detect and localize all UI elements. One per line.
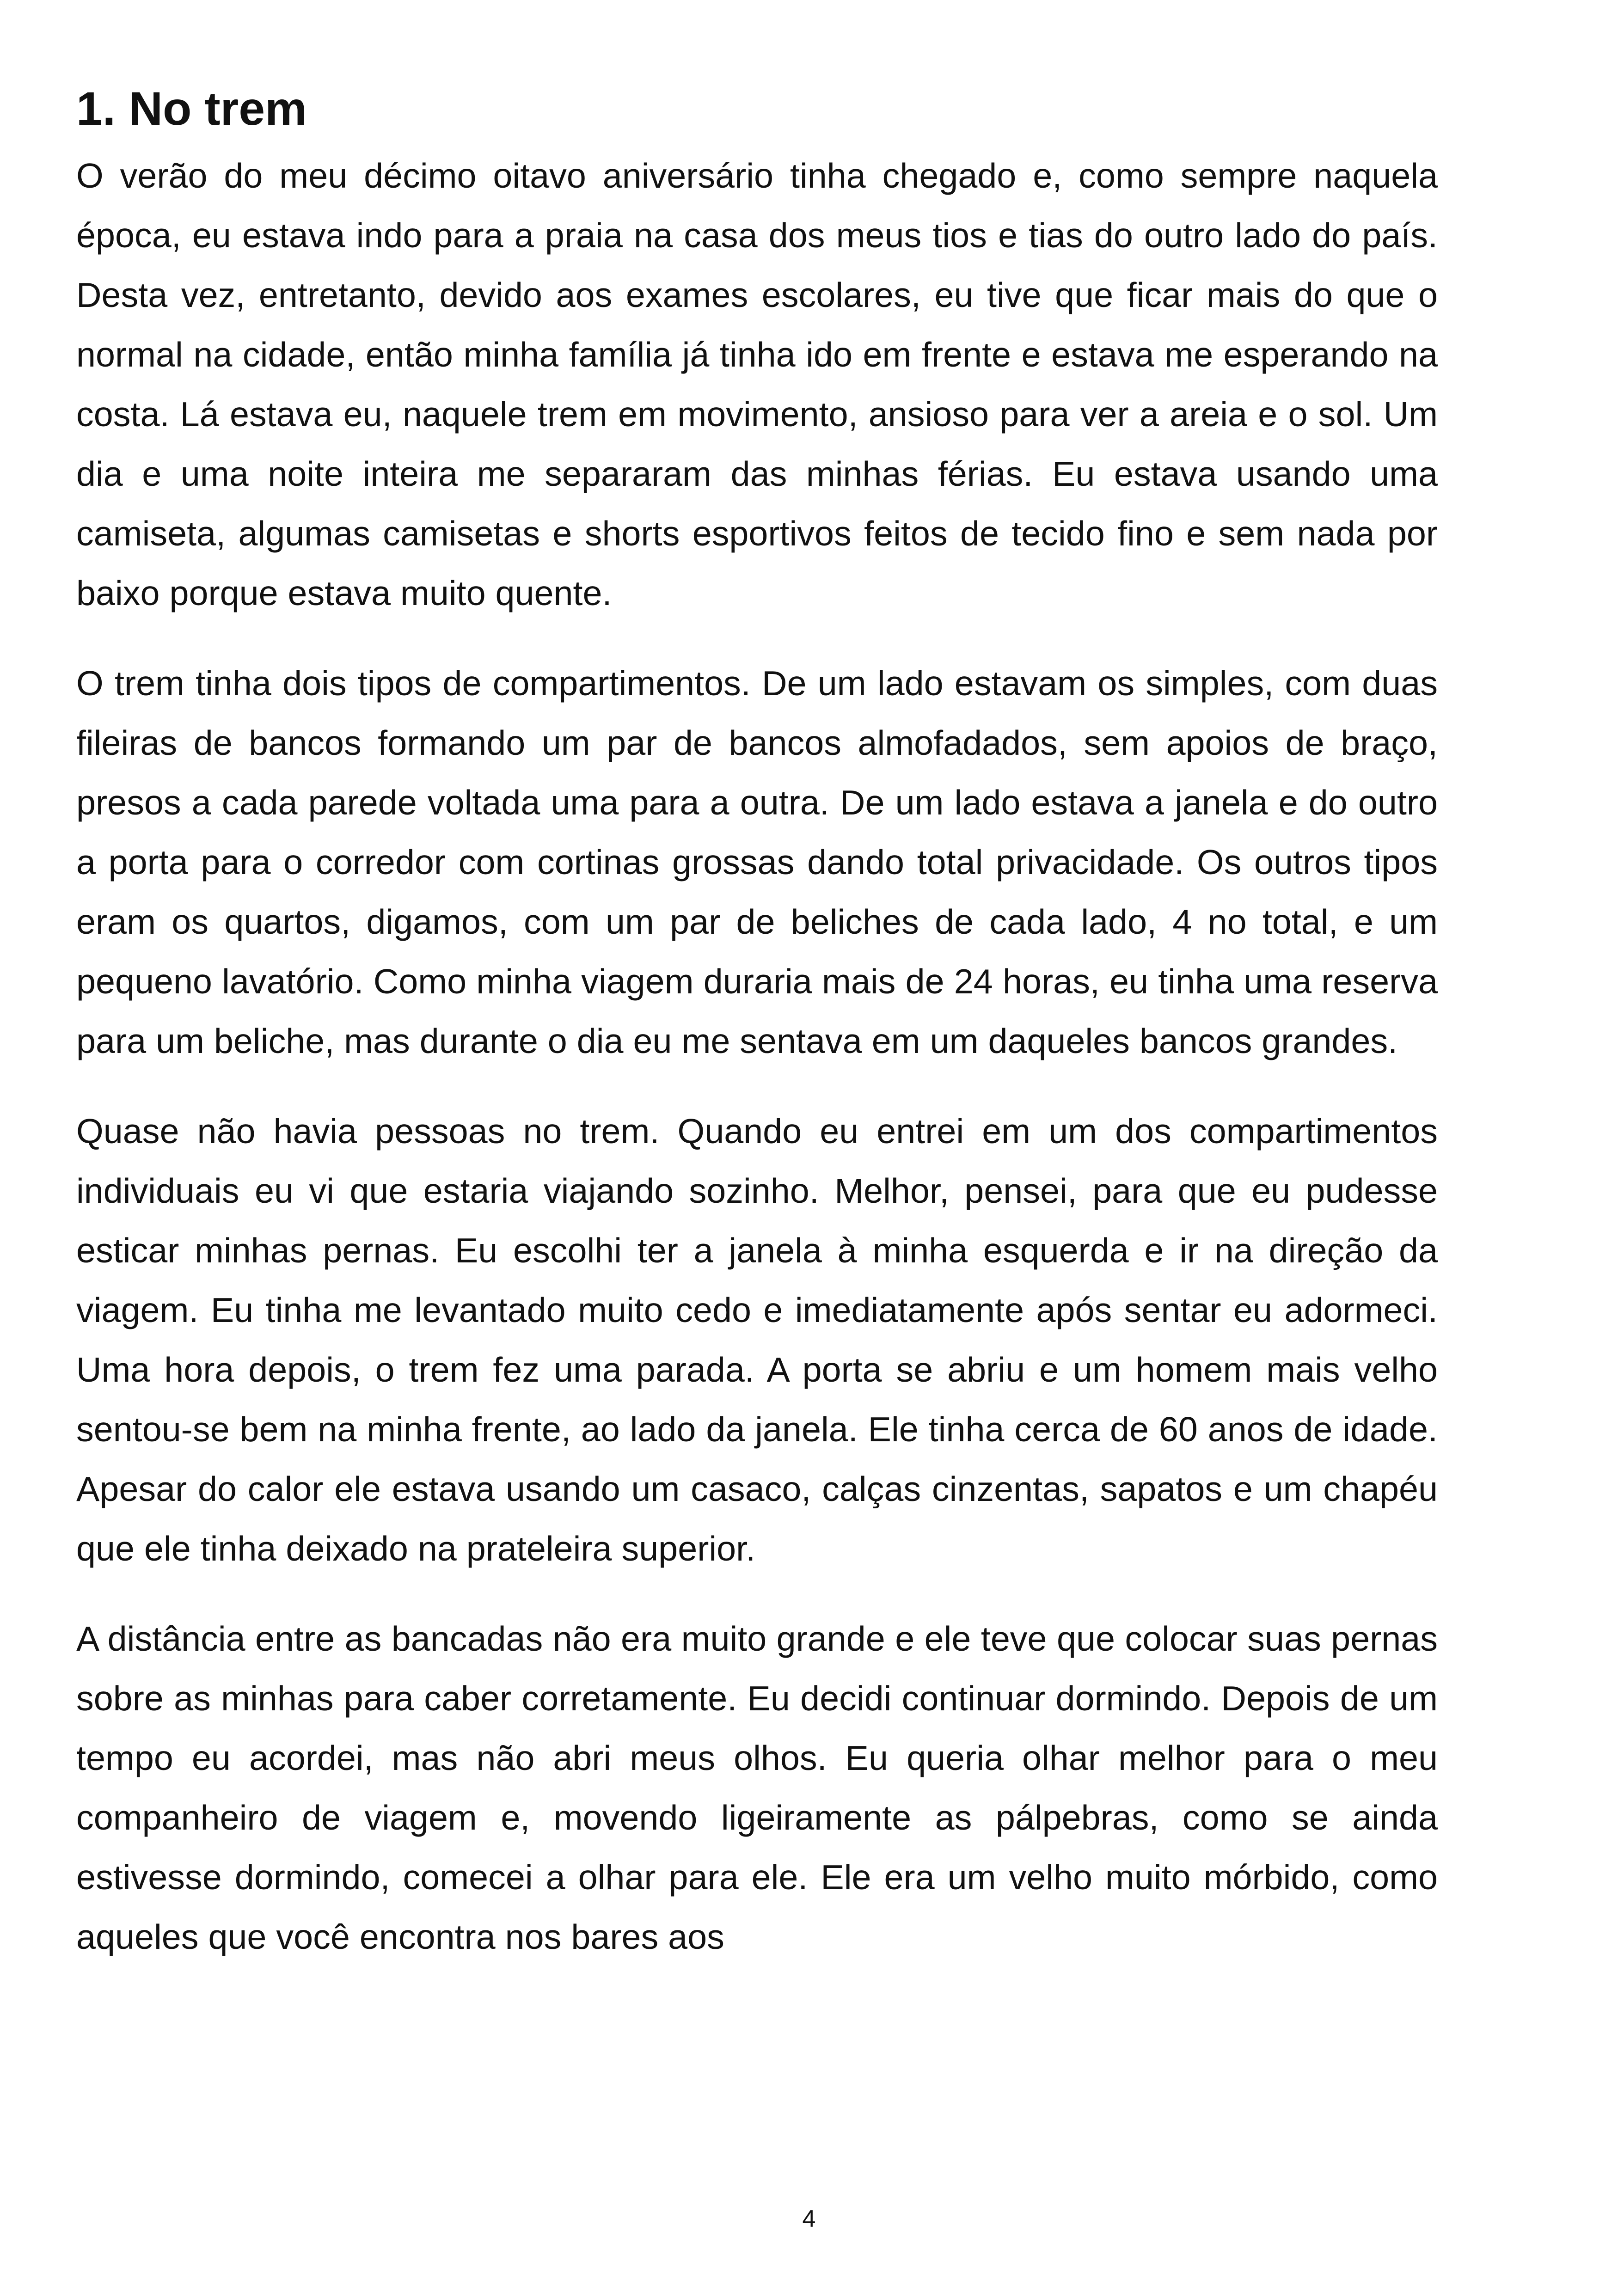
paragraph-1: O verão do meu décimo oitavo aniversário tinha chegado e, como sempre naquela época, eu estava indo para a praia na casa dos meus tios e tias do outro lado do país. Desta vez, entretanto, devido aos exames escolares, eu tive que ficar mais do que o normal na cidade, então minha família já tinha ido em frente e estava me esperando na costa. Lá estava eu, naquele trem em movimento, ansioso para ver a areia e o sol. Um dia e uma noite inteira me separaram das minhas férias. Eu estava usando uma camiseta, algumas camisetas e shorts esportivos feitos de tecido fino e sem nada por baixo porque estava muito quente.	[76, 156, 1438, 612]
page-body	[76, 74, 1438, 1997]
paragraph-2: O trem tinha dois tipos de compartimentos. De um lado estavam os simples, com duas fileiras de bancos formando um par de bancos almofadados, sem apoios de braço, presos a cada parede voltada uma para a outra. De um lado estava a janela e do outro a porta para o corredor com cortinas grossas dando total privacidade. Os outros tipos eram os quartos, digamos, com um par de beliches de cada lado, 4 no total, e um pequeno lavatório. Como minha viagem duraria mais de 24 horas, eu tinha uma reserva para um beliche, mas durante o dia eu me sentava em um daqueles bancos grandes.	[76, 664, 1438, 1060]
paragraph-4: A distância entre as bancadas não era muito grande e ele teve que colocar suas pernas sobre as minhas para caber corretamente. Eu decidi continuar dormindo. Depois de um tempo eu acordei, mas não abri meus olhos. Eu queria olhar melhor para o meu companheiro de viagem e, movendo ligeiramente as pálpebras, como se ainda estivesse dormindo, comecei a olhar para ele. Ele era um velho muito mórbido, como aqueles que você encontra nos bares aos	[76, 1619, 1438, 1956]
page-number: 4	[802, 2205, 816, 2232]
paragraph-3: Quase não havia pessoas no trem. Quando eu entrei em um dos compartimentos individuais eu vi que estaria viajando sozinho. Melhor, pensei, para que eu pudesse esticar minhas pernas. Eu escolhi ter a janela à minha esquerda e ir na direção da viagem. Eu tinha me levantado muito cedo e imediatamente após sentar eu adormeci. Uma hora depois, o trem fez uma parada. A porta se abriu e um homem mais velho sentou-se bem na minha frente, ao lado da janela. Ele tinha cerca de 60 anos de idade. Apesar do calor ele estava usando um casaco, calças cinzentas, sapatos e um chapéu que ele tinha deixado na prateleira superior.	[76, 1112, 1438, 1568]
chapter-title: 1. No trem	[76, 82, 307, 135]
